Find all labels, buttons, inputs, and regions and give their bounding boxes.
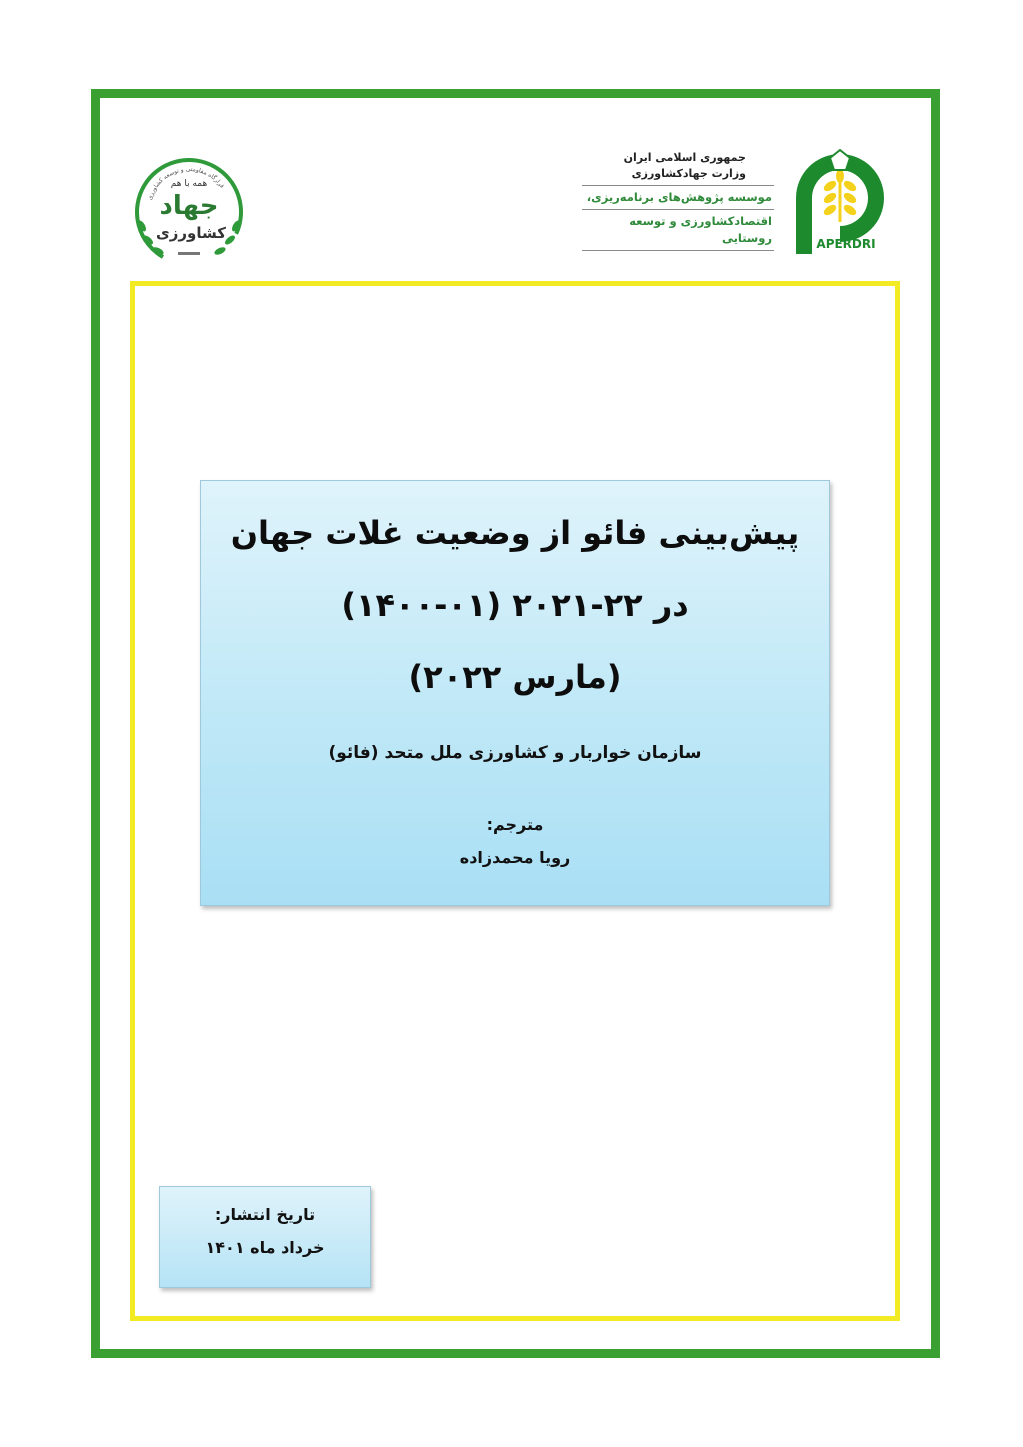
- title-box: [200, 480, 830, 906]
- translator-label: مترجم:: [486, 815, 544, 834]
- divider: [582, 185, 774, 186]
- ministry-line-2: وزارت جهادکشاورزی: [631, 167, 746, 180]
- publication-date-box: [159, 1186, 371, 1288]
- publication-date-value: خرداد ماه ۱۴۰۱: [205, 1238, 325, 1257]
- divider: [582, 209, 774, 210]
- publication-date-label: تاریخ انتشار:: [214, 1205, 316, 1224]
- ministry-line-1: جمهوری اسلامی ایران: [623, 151, 746, 164]
- jahad-keshavarzi-logo: [128, 148, 250, 270]
- divider: [582, 250, 774, 251]
- ministry-header: [576, 150, 774, 250]
- translator-name: رویا محمدزاده: [459, 848, 571, 867]
- logo-slogan: همه با هم: [170, 179, 208, 189]
- title-line-2: در ۲۲-۲۰۲۱ (۰۱-۱۴۰۰): [341, 586, 689, 624]
- aperdri-logo: [778, 146, 896, 261]
- title-line-1: پیش‌بینی فائو از وضعیت غلات جهان: [230, 514, 800, 552]
- aperdri-label: APERDRI: [816, 237, 876, 251]
- institute-line-2: اقتصادکشاورزی و توسعه روستایی: [629, 214, 772, 245]
- title-line-3: (مارس ۲۰۲۲): [408, 658, 622, 696]
- logo-ring-text: قرارگاه مقاومتی و توسعه کشاورزی: [146, 165, 226, 201]
- logo-name-keshavarzi: کشاورزی: [156, 224, 226, 242]
- organization-name: سازمان خواربار و کشاورزی ملل متحد (فائو): [328, 743, 702, 763]
- institute-line-1: موسسه پژوهش‌های برنامه‌ریزی،: [586, 190, 772, 204]
- logo-name-jahad: جهاد: [159, 191, 219, 221]
